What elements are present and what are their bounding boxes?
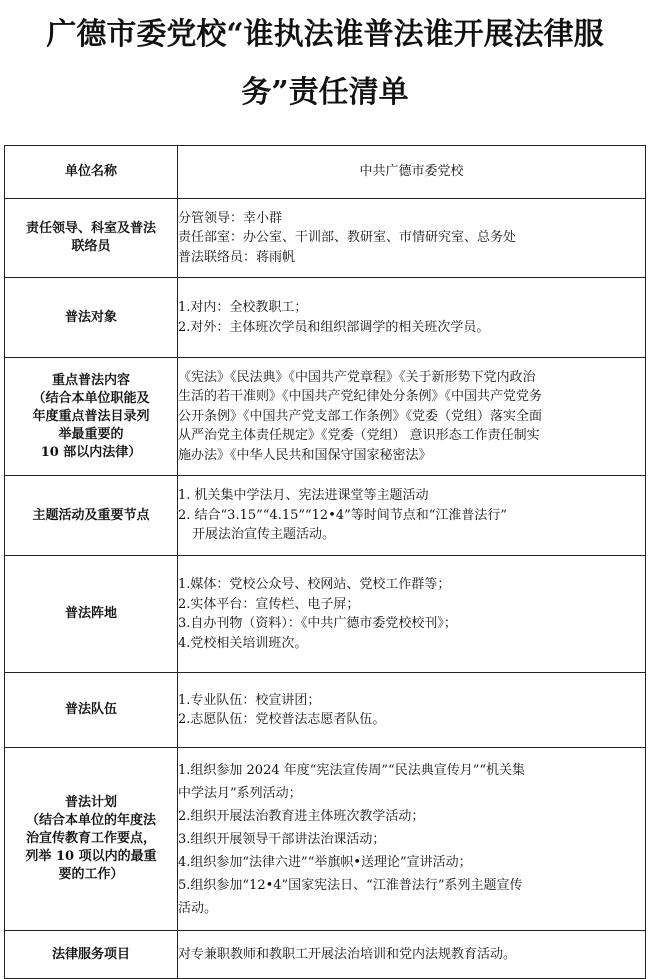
label-line: 单位名称 — [64, 164, 117, 179]
row-content — [178, 358, 646, 476]
content-line: 2.组织开展法治教育进主体班次教学活动； — [178, 808, 425, 824]
label-line: 要的工作） — [58, 867, 124, 882]
content-line: 活动。 — [178, 900, 218, 916]
row-label — [5, 931, 178, 979]
content-line: 中共广德市委党校 — [359, 164, 464, 180]
content-line: 2.志愿队伍：党校普法志愿者队伍。 — [178, 712, 386, 727]
content-line: 1. 机关集中学法月、宪法进课堂等主题活动 — [178, 488, 429, 504]
row-content — [178, 199, 646, 278]
row-content — [178, 673, 646, 748]
content-line: 1.专业队伍：校宣讲团； — [178, 692, 321, 708]
label-line: 联络员 — [71, 239, 111, 254]
content-line: 1.媒体：党校公众号、校网站、党校工作群等； — [178, 577, 451, 592]
content-line: 普法联络员：蒋雨帆 — [178, 249, 296, 265]
row-content — [178, 556, 646, 673]
table-row — [5, 146, 646, 199]
label-line: 法律服务项目 — [51, 946, 130, 962]
table-row — [5, 748, 646, 931]
content-line: 施办法》《中华人民共和国保守国家秘密法》 — [178, 447, 432, 463]
row-label — [5, 278, 178, 358]
table-row — [5, 199, 646, 278]
content-line: 责任部室：办公室、干训部、教研室、市情研究室、总务处 — [178, 230, 517, 246]
row-label — [5, 748, 178, 931]
label-line: 普法计划 — [64, 795, 117, 810]
label-line: 年度重点普法目录列 — [32, 408, 150, 424]
content-line: 《宪法》《民法典》《中国共产党章程》《关于新形势下党内政治 — [178, 369, 536, 385]
content-line: 公开条例》《中国共产党支部工作条例》《党委（党组）落实全面 — [178, 408, 543, 424]
label-line: 重点普法内容 — [51, 372, 130, 388]
content-line: 2.实体平台：宣传栏、电子屏； — [178, 596, 360, 612]
label-line: （结合本单位的年度法 — [25, 813, 156, 828]
content-line: 中学法月”系列活动； — [178, 785, 302, 801]
responsibility-table — [4, 145, 646, 979]
row-label — [5, 673, 178, 748]
table-row — [5, 278, 646, 358]
row-content — [178, 476, 646, 556]
row-content — [178, 748, 646, 931]
label-line: 10 部以内法律） — [40, 444, 142, 460]
row-content — [178, 146, 646, 199]
content-line: 1.对内：全校教职工； — [178, 300, 308, 315]
row-label — [5, 146, 178, 199]
content-line: 从严治党主体责任规定》《党委（党组） 意识形态工作责任制实 — [178, 428, 540, 444]
content-line: 对专兼职教师和教职工开展法治培训和党内法规教育活动。 — [178, 946, 517, 962]
title-line-2: 务”责任清单 — [241, 75, 409, 110]
row-label — [5, 358, 178, 476]
label-line: 治宣传教育工作要点， — [25, 831, 156, 846]
content-line: 分管领导：幸小群 — [178, 210, 283, 226]
table-row — [5, 931, 646, 979]
row-content — [178, 278, 646, 358]
content-line: 2.对外：主体班次学员和组织部调学的相关班次学员。 — [178, 319, 490, 335]
row-content — [178, 931, 646, 979]
row-label — [5, 476, 178, 556]
label-line: 列举 10 项以内的最重 — [25, 849, 157, 864]
content-line: 3.自办刊物（资料）：《中共广德市委党校校刊》； — [178, 616, 457, 631]
content-line: 5.组织参加“12•4”国家宪法日、“江淮普法行”系列主题宣传 — [178, 877, 523, 893]
label-line: （结合本单位职能及 — [32, 390, 150, 406]
table-row — [5, 556, 646, 673]
content-line: 4.党校相关培训班次。 — [178, 635, 308, 651]
content-line: 开展法治宣传主题活动。 — [192, 527, 336, 543]
label-line: 普法对象 — [64, 309, 117, 325]
content-line: 3.组织开展领导干部讲法治课活动； — [178, 831, 386, 847]
row-label — [5, 556, 178, 673]
title-line-1: 广德市委党校“谁执法谁普法谁开展法律服 — [46, 17, 604, 52]
content-line: 2. 结合“3.15”“4.15”“12•4”等时间节点和“江淮普法行” — [178, 507, 508, 523]
label-line: 责任领导、科室及普法 — [25, 221, 156, 236]
label-line: 普法队伍 — [64, 702, 117, 717]
content-line: 生活的若干准则》《中国共产党纪律处分条例》《中国共产党党务 — [178, 389, 543, 405]
document-title — [0, 6, 650, 122]
table-row — [5, 673, 646, 748]
row-label — [5, 199, 178, 278]
label-line: 举最重要的 — [58, 426, 124, 442]
label-line: 主题活动及重要节点 — [32, 507, 150, 523]
label-line: 普法阵地 — [64, 606, 117, 621]
content-line: 1.组织参加 2024 年度“宪法宣传周”“民法典宣传月”“机关集 — [178, 762, 525, 778]
content-line: 4.组织参加“法律六进”“举旗帜•送理论”宣讲活动； — [178, 854, 472, 870]
table-row — [5, 358, 646, 476]
table-row — [5, 476, 646, 556]
